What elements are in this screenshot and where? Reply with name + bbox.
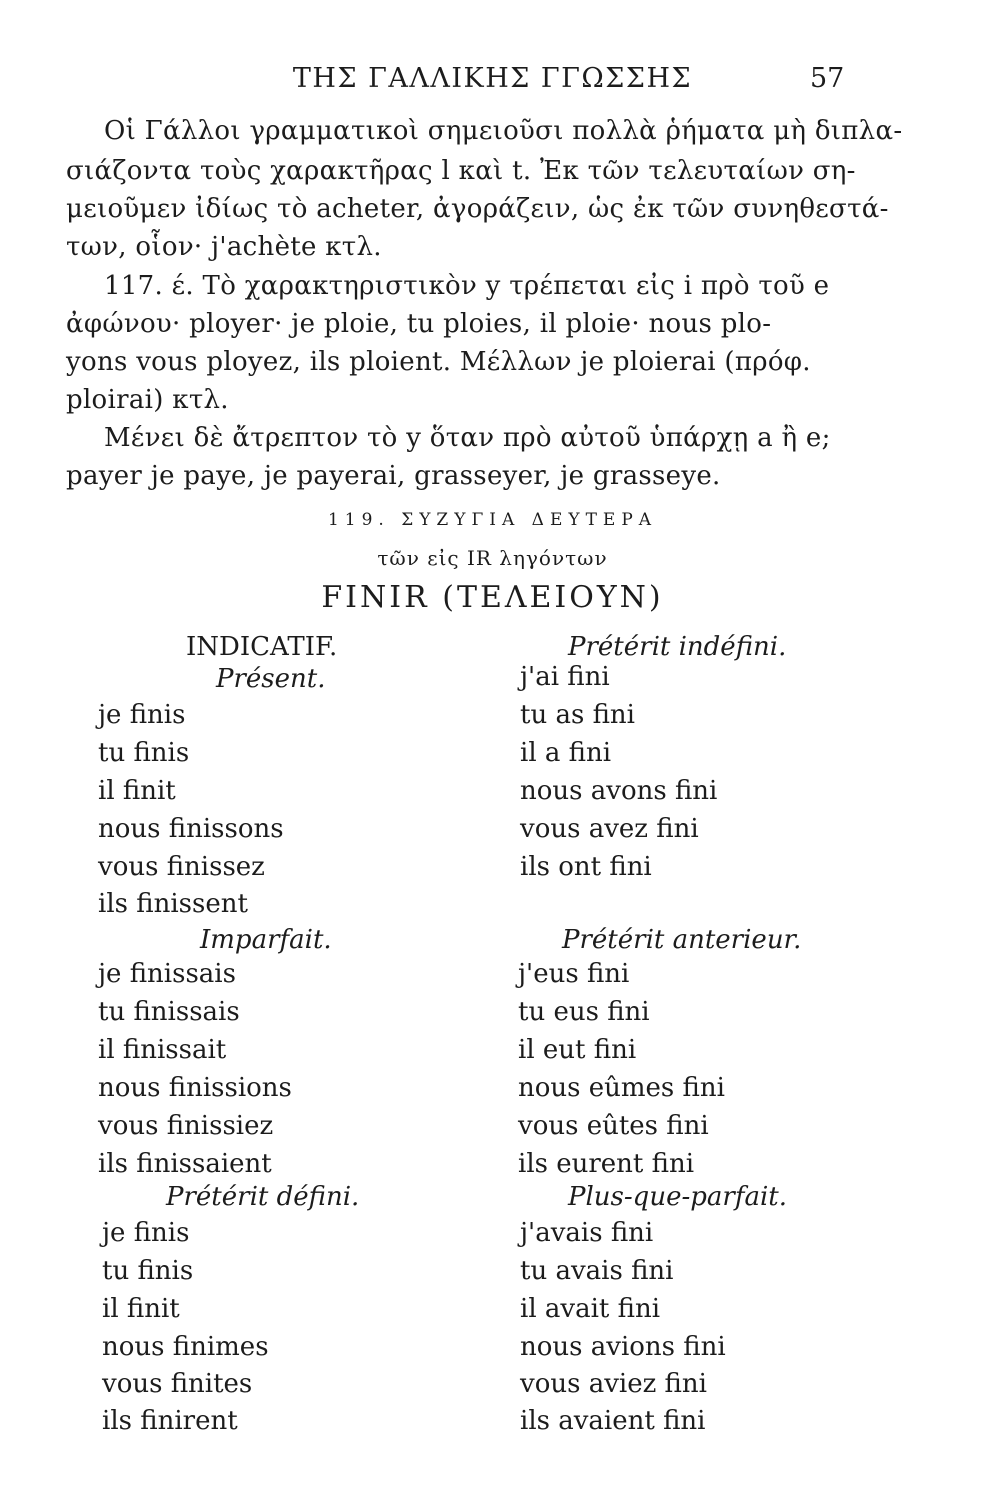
conjugation-form: nous avions fini (520, 1332, 726, 1362)
tense-label-plus-que-parfait: Plus-que-parfait. (568, 1182, 787, 1212)
conjugation-form: tu finis (102, 1256, 194, 1286)
conjugation-form: ils finirent (102, 1406, 238, 1436)
paragraph-line: ploirai) κτλ. (66, 385, 229, 415)
conjugation-form: il finit (102, 1294, 180, 1324)
conjugation-form: vous eûtes fini (518, 1111, 709, 1141)
conjugation-form: tu as fini (520, 700, 635, 730)
conjugation-form: tu avais fini (520, 1256, 674, 1286)
paragraph-line: Οἱ Γάλλοι γραμματικοὶ σημειοῦσι πολλὰ ῥήματα μὴ διπλα- (104, 116, 903, 146)
conjugation-form: nous avons fini (520, 776, 718, 806)
paragraph-line: payer je paye, je payerai, grasseyer, je grasseye. (66, 461, 721, 491)
paragraph-line: σιάζοντα τοὺς χαρακτῆρας l καὶ t. Ἐκ τῶν τελευταίων ση- (66, 156, 856, 186)
conjugation-form: ils ont fini (520, 852, 652, 882)
conjugation-form: vous finissiez (98, 1111, 274, 1141)
paragraph-line: ἀφώνου· ployer· je ploie, tu ploies, il ploie· nous plo- (66, 309, 772, 339)
conjugation-form: ils avaient fini (520, 1406, 706, 1436)
conjugation-form: ils finissent (98, 889, 248, 919)
tense-label-present: Présent. (216, 664, 326, 694)
conjugation-form: vous aviez fini (520, 1369, 707, 1399)
conjugation-form: ils finissaient (98, 1149, 272, 1179)
conjugation-form: il finit (98, 776, 176, 806)
tense-label-preterit-anterieur: Prétérit anterieur. (562, 925, 802, 955)
conjugation-form: tu eus fini (518, 997, 650, 1027)
conjugation-form: il eut fini (518, 1035, 637, 1065)
running-header: ΤΗΣ ΓΑΛΛΙΚΗΣ ΓΓΩΣΣΗΣ (292, 63, 693, 94)
conjugation-form: je finissais (98, 959, 236, 989)
tense-label-preterit-defini: Prétérit défini. (166, 1182, 360, 1212)
conjugation-form: il avait fini (520, 1294, 661, 1324)
conjugation-form: j'ai fini (520, 662, 610, 692)
tense-label-imparfait: Imparfait. (200, 925, 332, 955)
conjugation-form: vous finissez (98, 852, 265, 882)
mood-label: INDICATIF. (186, 632, 338, 662)
conjugation-form: vous finites (102, 1369, 253, 1399)
conjugation-form: nous finissions (98, 1073, 292, 1103)
conjugation-form: ils eurent fini (518, 1149, 695, 1179)
paragraph-line: yons vous ployez, ils ploient. Μέλλων je ploierai (πρόφ. (66, 347, 811, 377)
conjugation-form: j'avais fini (520, 1218, 654, 1248)
conjugation-form: je finis (98, 700, 186, 730)
conjugation-form: il finissait (98, 1035, 227, 1065)
verb-title: FINIR (ΤΕΛΕΙΟΥΝ) (321, 580, 664, 615)
section-heading: 119. ΣΥΖΥΓΙΑ ΔΕΥΤΕΡΑ (327, 510, 658, 530)
tense-label-preterit-indefini: Prétérit indéfini. (568, 632, 787, 662)
conjugation-form: nous finissons (98, 814, 284, 844)
conjugation-form: vous avez fini (520, 814, 699, 844)
conjugation-form: nous eûmes fini (518, 1073, 725, 1103)
paragraph-line: των, οἷον· j'achète κτλ. (66, 232, 382, 262)
conjugation-form: il a fini (520, 738, 612, 768)
paragraph-line: 117. έ. Τὸ χαρακτηριστικὸν y τρέπεται εἰς i πρὸ τοῦ e (104, 271, 830, 301)
paragraph-line: μειοῦμεν ἰδίως τὸ acheter, ἀγοράζειν, ὡς ἐκ τῶν συνηθεστά- (66, 194, 889, 224)
section-subheading: τῶν εἰς IR ληγόντων (377, 546, 608, 570)
page-number: 57 (810, 63, 845, 94)
conjugation-form: nous finimes (102, 1332, 269, 1362)
conjugation-form: je finis (102, 1218, 190, 1248)
conjugation-form: tu finis (98, 738, 190, 768)
paragraph-line: Μένει δὲ ἄτρεπτον τὸ y ὅταν πρὸ αὐτοῦ ὑπάρχῃ a ἢ e; (104, 423, 831, 453)
conjugation-form: tu finissais (98, 997, 240, 1027)
conjugation-form: j'eus fini (518, 959, 630, 989)
